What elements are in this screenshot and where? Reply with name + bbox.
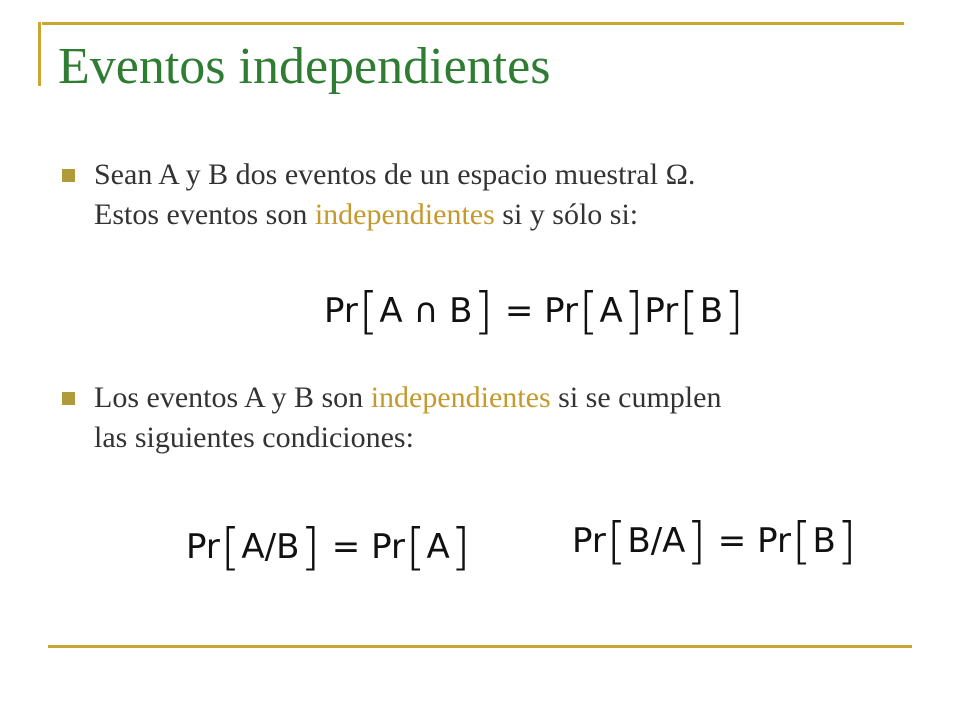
formula-pr: Pr [544,291,579,331]
formula-arg-b-given-a: B/A [627,521,686,561]
left-bracket: [ [358,282,379,340]
equals-sign: = [717,521,747,561]
left-bracket: [ [606,512,627,570]
bullet-conditions [56,378,926,458]
right-bracket: ] [623,282,644,340]
left-bracket: [ [679,282,699,340]
formula-arg-a: A [426,527,450,567]
bullet-conditions-line2: las siguientes condiciones: [94,421,414,454]
independence-formula [324,282,745,340]
right-bracket: ] [473,282,494,340]
formula-pr: Pr [757,521,791,561]
formula-arg-b: B [812,521,836,561]
right-bracket: ] [686,512,706,570]
equals-sign: = [504,291,534,331]
conditional-formula-a-given-b [186,518,471,576]
formula-pr: Pr [644,291,679,331]
formula-arg-b: B [699,291,724,331]
conditional-formula-b-given-a [572,512,857,570]
left-bracket: [ [791,512,812,570]
square-bullet-icon [62,392,75,405]
bullet-definition [56,155,926,235]
bullet-conditions-text [94,378,926,458]
slide-title: Eventos independientes [58,38,551,95]
right-bracket: ] [450,518,471,576]
formula-arg-a: A [599,291,623,331]
formula-arg-a-given-b: A/B [241,527,300,567]
bullet-definition-line2-start: Estos eventos son [94,198,315,231]
bottom-accent-rule [48,645,912,648]
left-bracket: [ [220,518,241,576]
right-bracket: ] [300,518,320,576]
bullet-conditions-end: si se cumplen [550,381,722,414]
top-accent-rule [42,22,904,25]
formula-pr: Pr [186,527,220,567]
highlight-independientes: independientes [370,381,551,414]
bullet-definition-text [94,155,926,235]
square-bullet-icon [62,169,75,182]
formula-arg-intersection: A ∩ B [379,291,473,331]
bullet-definition-line1: Sean A y B dos eventos de un espacio muestral Ω. [94,158,696,191]
left-bracket: [ [405,518,426,576]
highlight-independientes: independientes [314,198,495,231]
formula-pr: Pr [572,521,606,561]
left-bracket: [ [579,282,599,340]
formula-pr: Pr [371,527,405,567]
right-bracket: ] [836,512,857,570]
formula-pr: Pr [324,291,358,331]
left-accent-rule [38,22,41,86]
right-bracket: ] [724,282,744,340]
bullet-definition-line2-end: si y sólo si: [494,198,639,231]
equals-sign: = [331,527,361,567]
bullet-conditions-start: Los eventos A y B son [94,381,371,414]
